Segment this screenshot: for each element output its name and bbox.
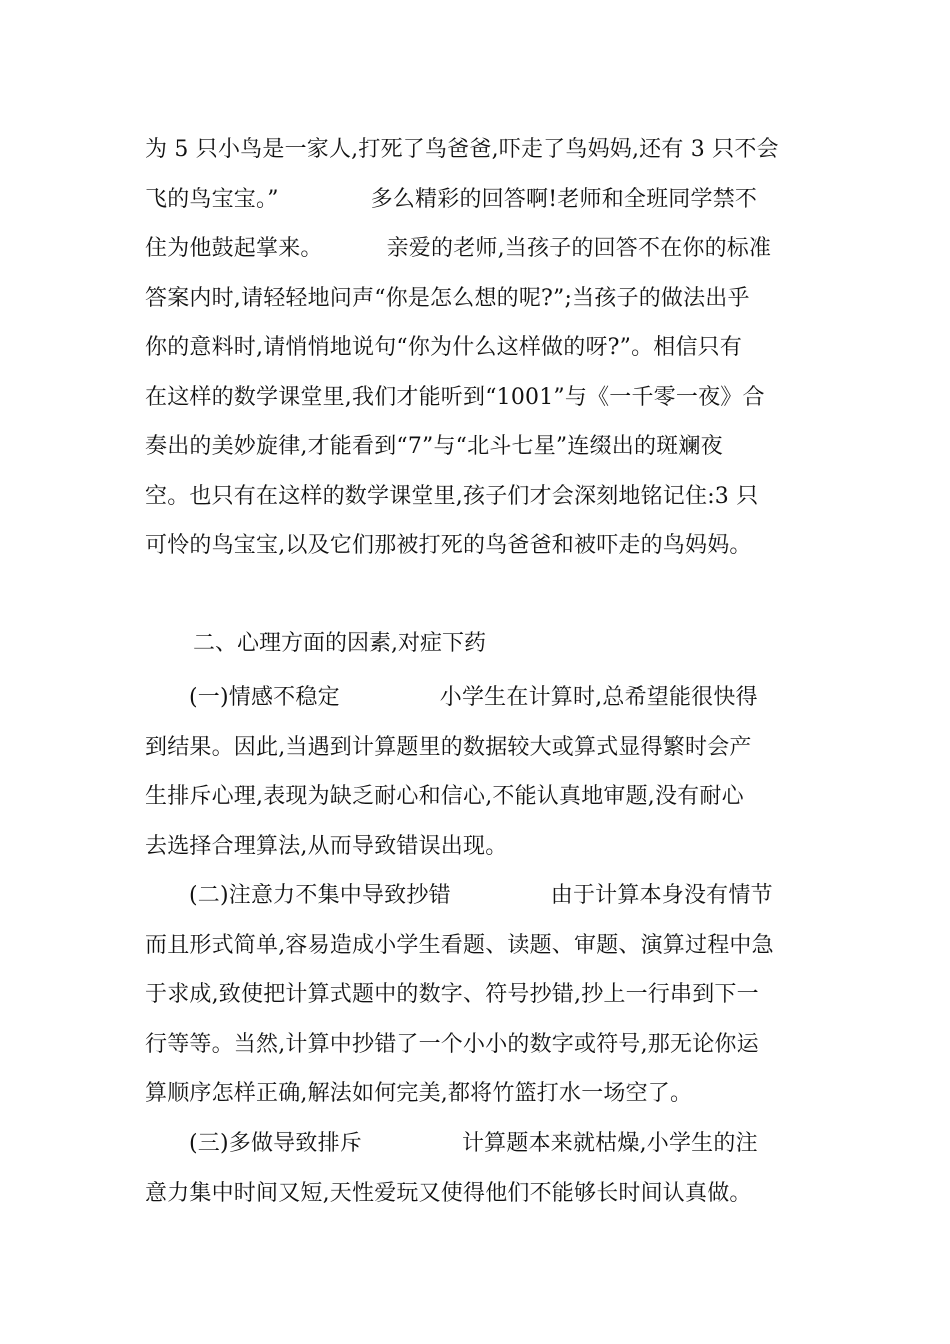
- text-line: [145, 224, 807, 274]
- text-line: 到结果。因此,当遇到计算题里的数据较大或算式显得繁时会产: [145, 734, 752, 760]
- subsection-repetition: [145, 1119, 807, 1218]
- text-line: 奏出的美妙旋律,才能看到“7”与“北斗七星”连缀出的斑斓夜: [145, 434, 723, 459]
- text-line: [145, 871, 807, 921]
- text-segment: 计算题本来就枯燥,小学生的注: [461, 1131, 758, 1156]
- text-segment: 住为他鼓起掌来。: [145, 236, 323, 261]
- subsection-title: (一)情感不稳定: [189, 685, 340, 710]
- text-line: 可怜的鸟宝宝,以及它们那被打死的鸟爸爸和被吓走的鸟妈妈。: [145, 533, 752, 558]
- text-line: 意力集中时间又短,天性爱玩又使得他们不能够长时间认真做。: [145, 1180, 752, 1206]
- text-line: [145, 673, 807, 723]
- text-line: [145, 1119, 807, 1169]
- text-line: 去选择合理算法,从而导致错误出现。: [145, 833, 508, 859]
- text-line: 算顺序怎样正确,解法如何完美,都将竹篮打水一场空了。: [145, 1081, 693, 1106]
- subsection-emotion: [145, 673, 807, 871]
- text-segment: 由于计算本身没有情节: [550, 883, 773, 908]
- text-segment: 小学生在计算时,总希望能很快得: [439, 685, 758, 710]
- text-segment: 亲爱的老师,当孩子的回答不在你的标准: [386, 236, 772, 261]
- text-line: [145, 175, 807, 225]
- subsection-title: (三)多做导致排斥: [189, 1131, 362, 1156]
- text-line: 而且形式简单,容易造成小学生看题、读题、审题、演算过程中急: [145, 932, 774, 958]
- text-line: 行等等。当然,计算中抄错了一个小小的数字或符号,那无论你运: [145, 1031, 759, 1057]
- text-line: 生排斥心理,表现为缺乏耐心和信心,不能认真地审题,没有耐心: [145, 784, 744, 809]
- text-line: 你的意料时,请悄悄地说句“你为什么这样做的呀?”。相信只有: [145, 335, 743, 360]
- text-line: 空。也只有在这样的数学课堂里,孩子们才会深刻地铭记住:3 只: [145, 483, 759, 509]
- text-line: 在这样的数学课堂里,我们才能听到“1001”与《一千零一夜》合: [145, 384, 765, 410]
- subsection-attention: [145, 871, 807, 1119]
- text-line: 为 5 只小鸟是一家人,打死了鸟爸爸,吓走了鸟妈妈,还有 3 只不会: [145, 137, 779, 162]
- text-segment: 飞的鸟宝宝。”: [145, 186, 279, 212]
- text-line: 答案内时,请轻轻地问声“你是怎么想的呢?”;当孩子的做法出乎: [145, 285, 750, 311]
- text-segment: 多么精彩的回答啊!老师和全班同学禁不: [370, 186, 758, 212]
- paragraph-continuation: [145, 125, 807, 571]
- subsection-title: (二)注意力不集中导致抄错: [189, 883, 451, 908]
- section-heading: 二、心理方面的因素,对症下药: [193, 631, 486, 656]
- text-line: 于求成,致使把计算式题中的数字、符号抄错,抄上一行串到下一: [145, 982, 759, 1007]
